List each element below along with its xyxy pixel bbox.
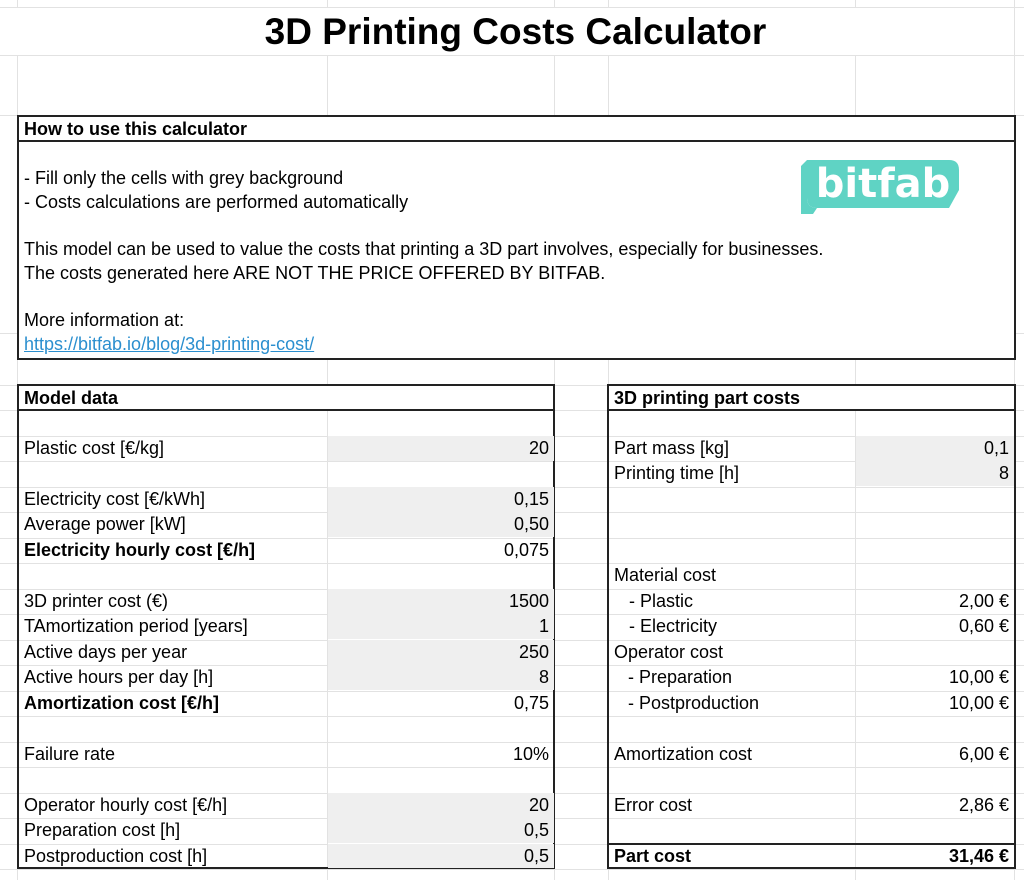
- electricity-hourly-cost-value: 0,075: [503, 540, 549, 560]
- table-row: [19, 487, 554, 512]
- postproduction-cost-value: 10,00 €: [948, 693, 1009, 713]
- table-row: [609, 563, 1014, 588]
- table-row: [19, 538, 554, 563]
- active-days-input[interactable]: 250: [328, 640, 554, 665]
- howto-panel: [17, 115, 1016, 360]
- model-data-heading: Model data: [19, 386, 553, 411]
- plastic-cost-value: 2,00 €: [958, 591, 1009, 611]
- row-label: Postproduction cost [h]: [24, 846, 208, 866]
- table-row: [609, 640, 1014, 665]
- preparation-cost-value: 10,00 €: [948, 667, 1009, 687]
- blog-link[interactable]: https://bitfab.io/blog/3d-printing-cost/: [24, 333, 315, 354]
- table-row: [19, 742, 554, 767]
- row-label: - Plastic: [629, 591, 694, 611]
- table-row: [609, 665, 1014, 690]
- bitfab-logo-icon: [799, 154, 967, 216]
- amortization-cost-value: 0,75: [513, 693, 549, 713]
- row-label: TAmortization period [years]: [24, 616, 248, 636]
- table-row: [19, 614, 554, 639]
- row-label: - Preparation: [628, 667, 733, 687]
- description-line: This model can be used to value the costs that printing a 3D part involves, especially for businesses.: [24, 239, 824, 259]
- row-label: Material cost: [614, 565, 717, 585]
- electricity-cost-value: 0,60 €: [958, 616, 1009, 636]
- row-label: Amortization cost: [614, 744, 753, 764]
- amortization-period-input[interactable]: 1: [328, 614, 554, 639]
- row-label: - Postproduction: [628, 693, 760, 713]
- row-label: 3D printer cost (€): [24, 591, 169, 611]
- row-label: Operator cost: [614, 642, 724, 662]
- row-label: Error cost: [614, 795, 693, 815]
- howto-body: [24, 167, 823, 356]
- plastic-cost-input[interactable]: 20: [328, 436, 554, 461]
- table-row: [19, 589, 554, 614]
- table-row: [19, 818, 554, 843]
- part-mass-input[interactable]: 0,1: [856, 436, 1014, 461]
- preparation-cost-input[interactable]: 0,5: [328, 818, 554, 843]
- row-label: Active hours per day [h]: [24, 667, 214, 687]
- table-row: [609, 436, 1014, 461]
- disclaimer-line: The costs generated here ARE NOT THE PRICE OFFERED BY BITFAB.: [24, 262, 606, 283]
- table-row: [609, 614, 1014, 639]
- instruction-line: - Costs calculations are performed automatically: [24, 191, 409, 212]
- table-row: [19, 691, 554, 716]
- amortization-cost-value: 6,00 €: [958, 744, 1009, 764]
- table-row: [19, 844, 554, 868]
- row-label: Part mass [kg]: [614, 438, 730, 458]
- part-cost-total: 31,46 €: [948, 846, 1009, 866]
- row-label: - Electricity: [629, 616, 718, 636]
- gridline: [0, 869, 1024, 870]
- logo-text: bitfab: [815, 161, 951, 207]
- total-label: Part cost: [614, 846, 692, 866]
- failure-rate-value: 10%: [512, 744, 549, 764]
- printing-time-input[interactable]: 8: [856, 461, 1014, 486]
- average-power-input[interactable]: 0,50: [328, 512, 554, 537]
- row-label: Electricity cost [€/kWh]: [24, 489, 206, 509]
- table-row: [609, 691, 1014, 716]
- table-row: [19, 665, 554, 690]
- row-label: Printing time [h]: [614, 463, 740, 483]
- operator-hourly-cost-input[interactable]: 20: [328, 793, 554, 818]
- howto-heading: How to use this calculator: [19, 117, 1014, 142]
- row-label: Average power [kW]: [24, 514, 186, 534]
- table-row: [609, 742, 1014, 767]
- printer-cost-input[interactable]: 1500: [328, 589, 554, 614]
- row-label: Failure rate: [24, 744, 116, 764]
- active-hours-input[interactable]: 8: [328, 665, 554, 690]
- table-row: [609, 461, 1014, 486]
- table-row: [609, 589, 1014, 614]
- row-label: Preparation cost [h]: [24, 820, 181, 840]
- total-row: [609, 843, 1014, 868]
- more-info-label: More information at:: [24, 310, 185, 330]
- row-label: Electricity hourly cost [€/h]: [24, 540, 256, 560]
- part-costs-heading: 3D printing part costs: [609, 386, 1014, 411]
- table-row: [19, 793, 554, 818]
- gridline: [0, 55, 1024, 56]
- table-row: [609, 793, 1014, 818]
- electricity-cost-input[interactable]: 0,15: [328, 487, 554, 512]
- row-label: Active days per year: [24, 642, 188, 662]
- row-label: Amortization cost [€/h]: [24, 693, 220, 713]
- table-row: [19, 512, 554, 537]
- row-label: Plastic cost [€/kg]: [24, 438, 165, 458]
- instruction-line: - Fill only the cells with grey background: [24, 168, 344, 188]
- table-row: [19, 640, 554, 665]
- postproduction-cost-input[interactable]: 0,5: [328, 844, 554, 868]
- page-title: 3D Printing Costs Calculator: [17, 8, 1014, 55]
- table-row: [19, 436, 554, 461]
- row-label: Operator hourly cost [€/h]: [24, 795, 228, 815]
- error-cost-value: 2,86 €: [958, 795, 1009, 815]
